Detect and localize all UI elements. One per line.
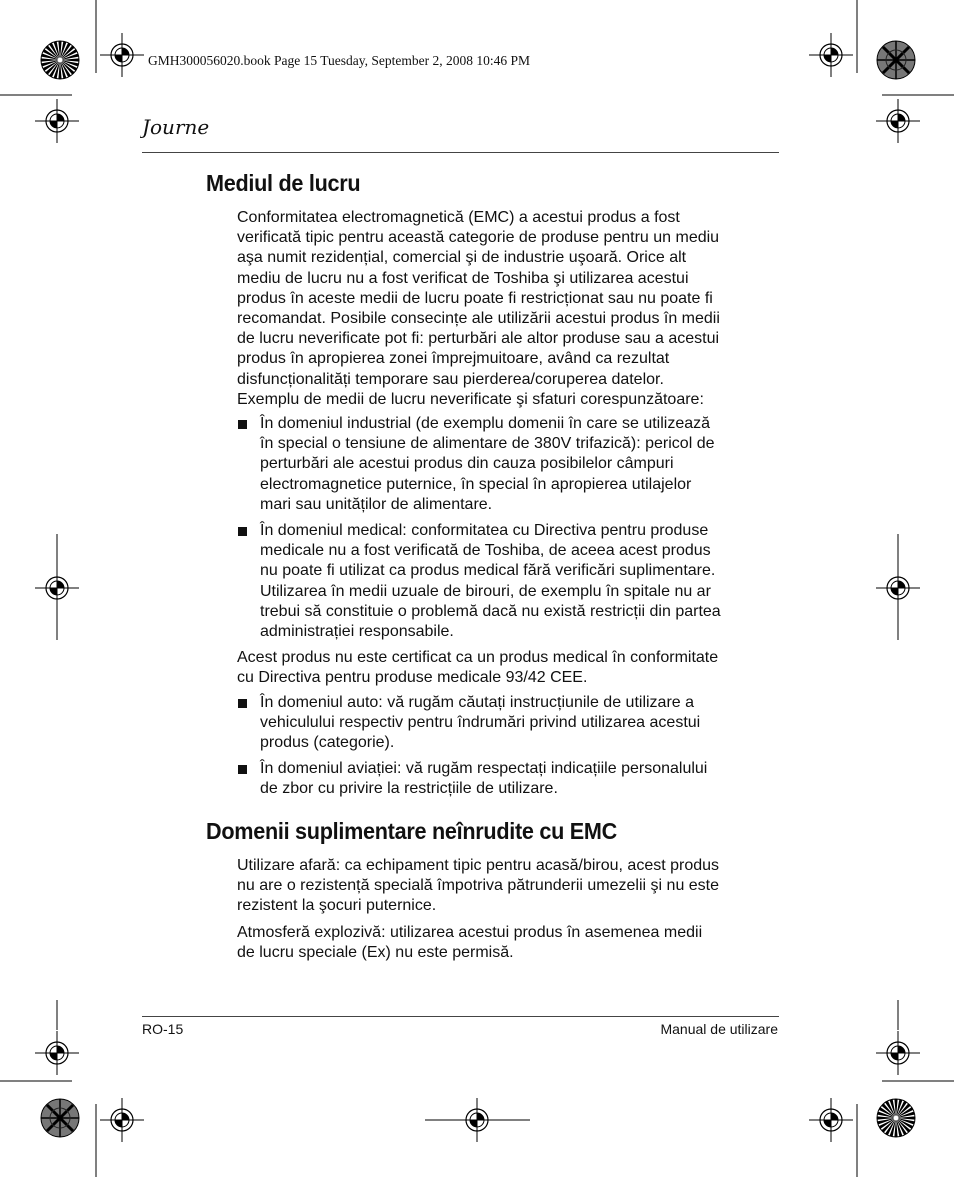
- section-mediul-body: [237, 208, 782, 800]
- intro-paragraph: Conformitatea electromagnetică (EMC) a acestui produs a fost verificată tipic pentru această categorie de produse pentru un mediu aşa numit rezidențial, comercial şi de industrie uşoară. Orice alt mediu de lucru nu a fost verificat de Toshiba şi utilizarea acestui produs în aceste medii de lucru poate fi restricționat sau nu poate fi recomandat. Posibile consecințe ale utilizării acestui produs în medii de lucru neverificate pot fi: perturbări ale altor produse sau a acestui produs în apropierea zonei împrejmuitoare, având ca rezultat disfuncționalități temporare sau pierderea/coruperea datelor. Exemplu de medii de lucru neverificate şi sfaturi corespunzătoare:: [237, 209, 720, 408]
- bullet-industrial: În domeniul industrial (de exemplu domenii în care se utilizează în special o tensiune de alimentare de 380V trifazică): pericol de perturbări ale acestui produs din cauza posibilelor câmpuri electromagnetice puternice, în special în apropierea utilajelor mari sau unităților de alimentare.: [237, 414, 782, 515]
- section-title-domenii: Domenii suplimentare neînrudite cu EMC: [206, 818, 617, 844]
- section-title-mediul: Mediul de lucru: [206, 170, 361, 196]
- journe-logo: [140, 112, 210, 154]
- bullet-medical: În domeniul medical: conformitatea cu Directiva pentru produse medicale nu a fost verificată de Toshiba, de aceea acest produs nu poate fi utilizat ca produs medical fără verificări suplimentare. Utilizarea în medii uzuale de birouri, de exemplu în spitale nu ar trebui să constituie o problemă dacă nu există restricții din partea administrației responsabile.: [237, 521, 782, 642]
- outdoor-paragraph: Utilizare afară: ca echipament tipic pentru acasă/birou, acest produs nu are o rezistență specială împotriva pătrunderii umezelii şi nu este rezistent la şocuri puternice.: [237, 857, 720, 915]
- footer-rule: [142, 1016, 779, 1017]
- medical-note: Acest produs nu este certificat ca un produs medical în conformitate cu Directiva pentru produse medicale 93/42 CEE.: [237, 649, 719, 687]
- section-domenii-body: [237, 856, 782, 963]
- print-info: GMH300056020.book Page 15 Tuesday, September 2, 2008 10:46 PM: [148, 53, 531, 68]
- header-rule: [142, 152, 779, 153]
- manual-title: Manual de utilizare: [660, 1021, 778, 1037]
- bullet-aviation: În domeniul aviației: vă rugăm respectați indicațiile personalului de zbor cu privire la restricțiile de utilizare.: [237, 759, 782, 799]
- svg-text:Journe: Journe: [142, 115, 210, 139]
- explosive-paragraph: Atmosferă explozivă: utilizarea acestui produs în asemenea medii de lucru speciale (Ex) nu este permisă.: [237, 923, 703, 961]
- page-number: RO-15: [142, 1021, 184, 1037]
- bullet-auto: În domeniul auto: vă rugăm căutați instrucțiunile de utilizare a vehiculului respectiv pentru îndrumări privind utilizarea acestui produs (categorie).: [237, 693, 782, 754]
